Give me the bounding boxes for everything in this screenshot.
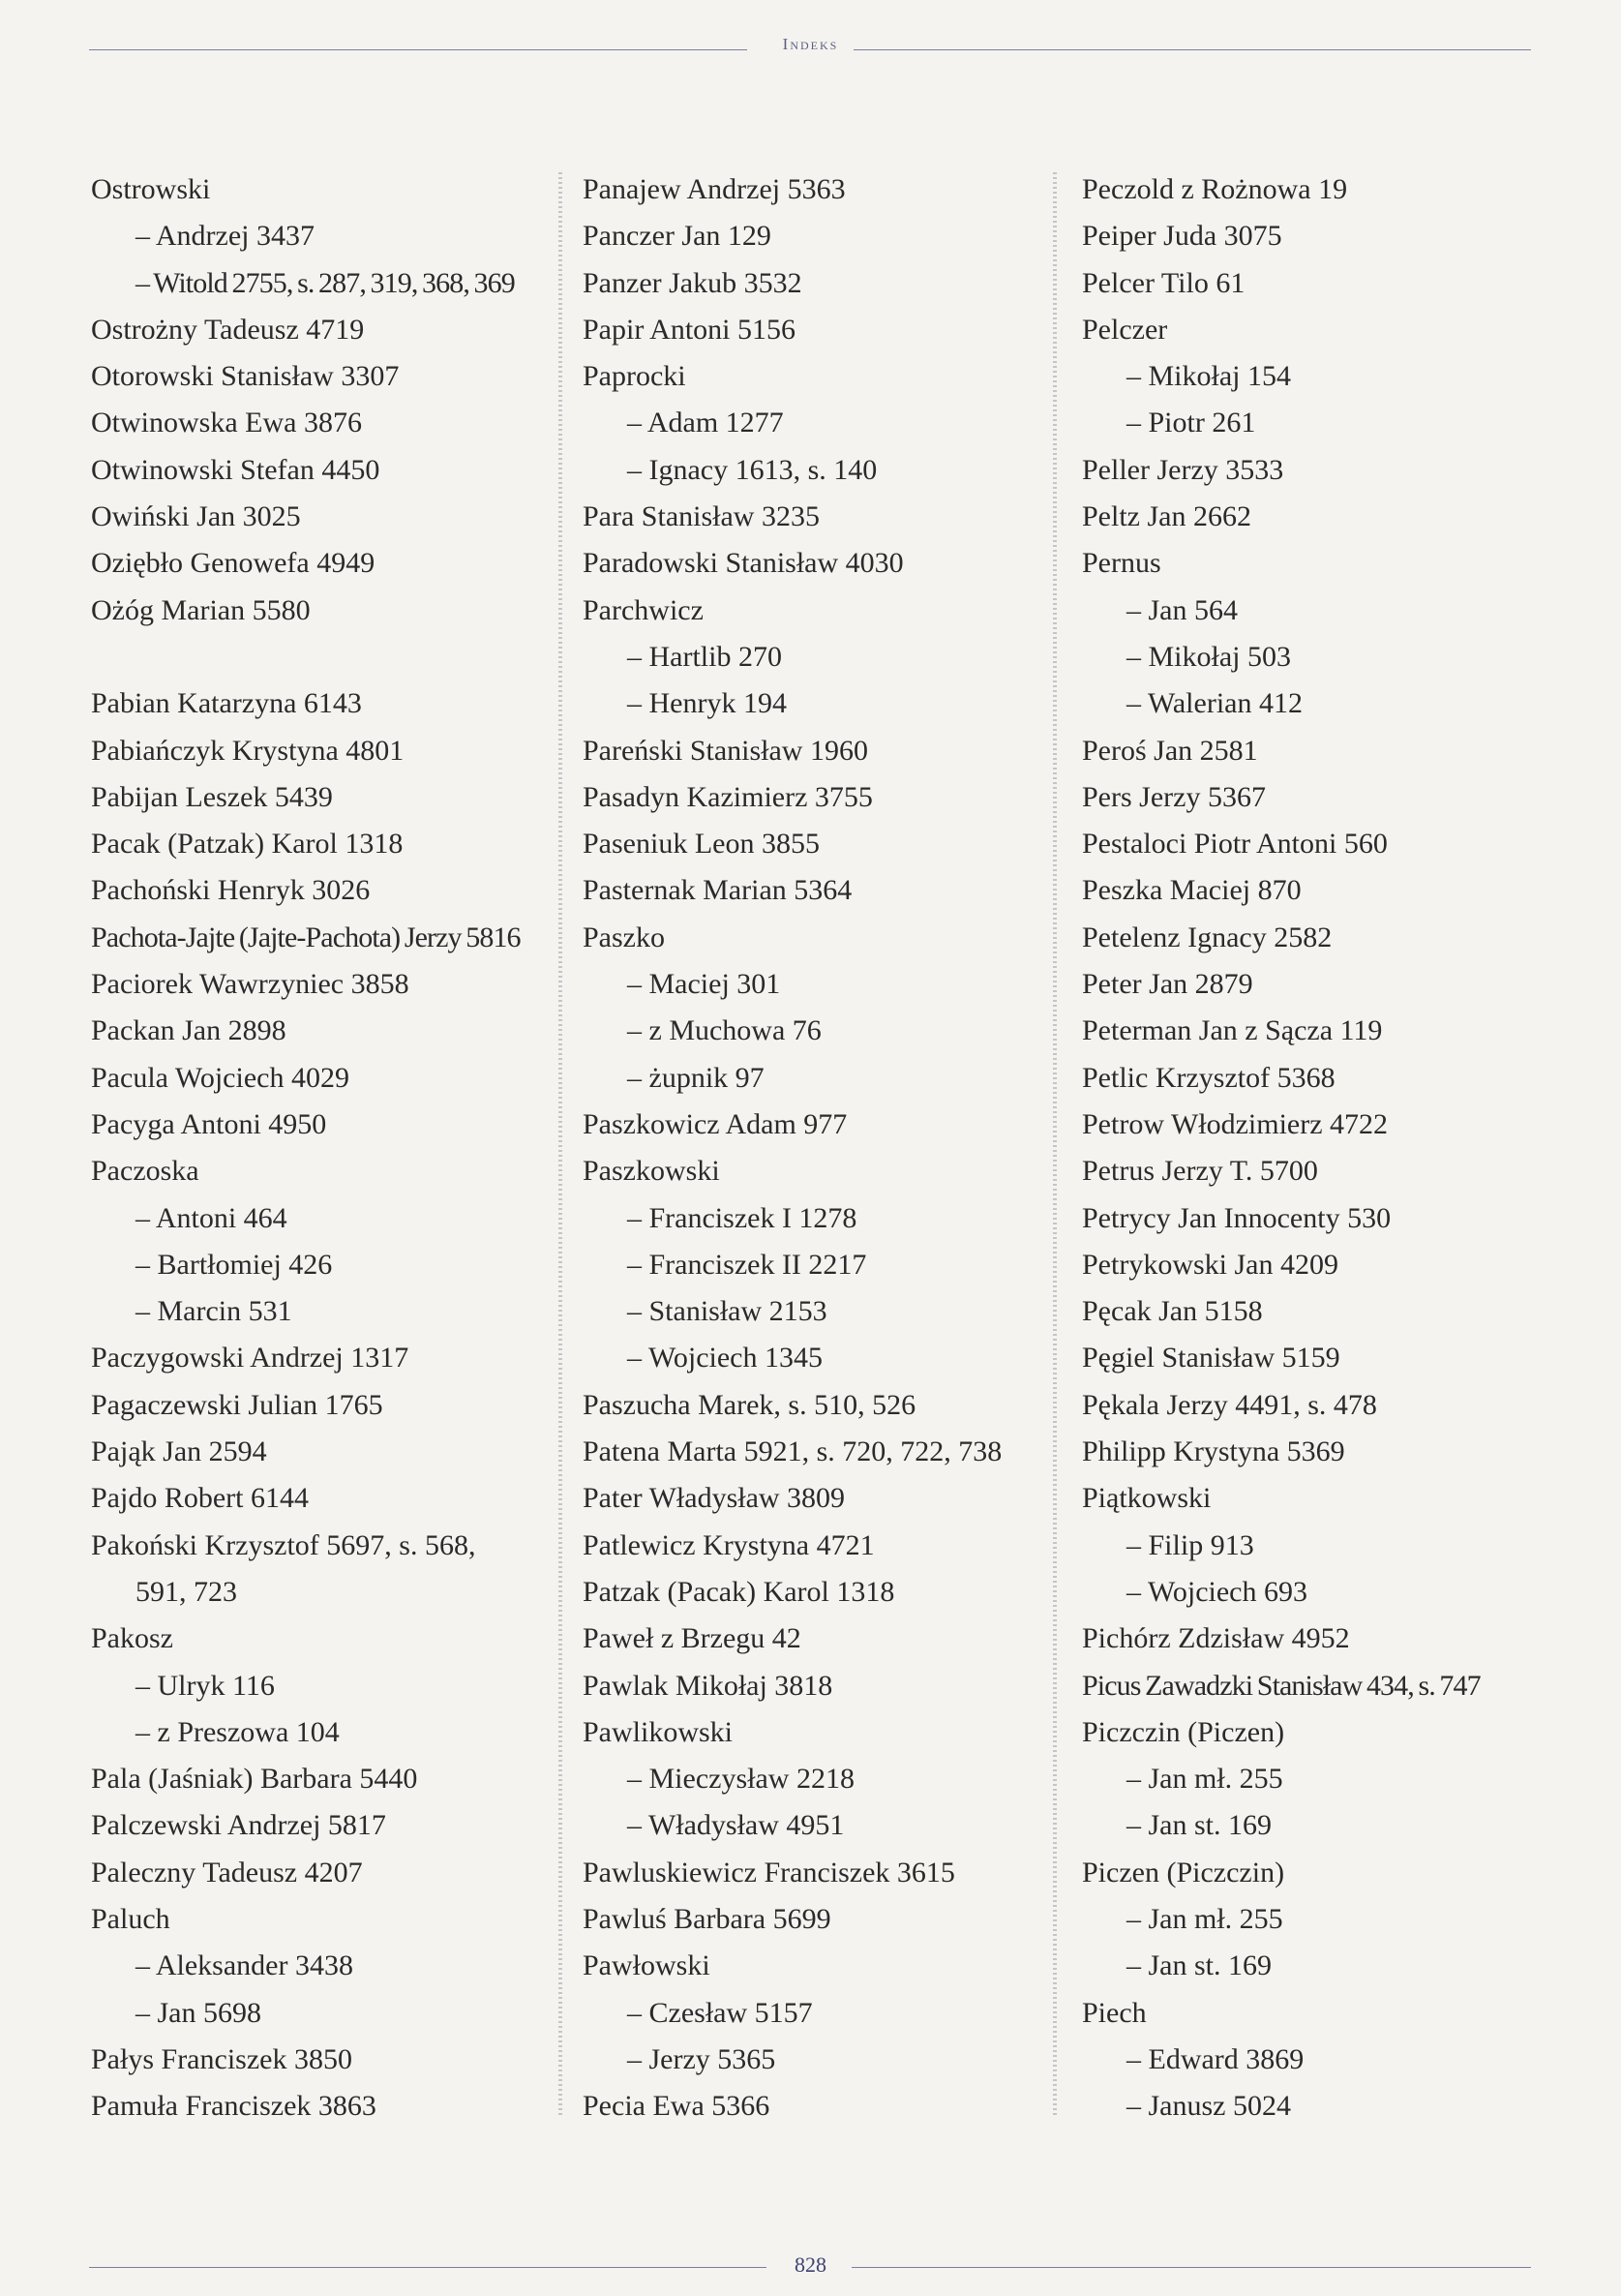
index-entry: Peczold z Rożnowa 19 (1082, 173, 1348, 205)
index-entry: Pękala Jerzy 4491, s. 478 (1082, 1388, 1377, 1421)
index-entry: Petlic Krzysztof 5368 (1082, 1061, 1336, 1094)
index-entry: Owiński Jan 3025 (91, 500, 301, 533)
index-entry: Pacyga Antoni 4950 (91, 1107, 327, 1140)
index-subentry: – Bartłomiej 426 (135, 1248, 333, 1281)
index-entry: Pawlak Mikołaj 3818 (583, 1669, 833, 1702)
index-subentry: – Jan st. 169 (1126, 1949, 1272, 1982)
index-entry: Peller Jerzy 3533 (1082, 453, 1284, 486)
index-subentry: – Jan 5698 (135, 1996, 261, 2029)
index-entry: Pabiańczyk Krystyna 4801 (91, 734, 405, 767)
index-entry: Paszucha Marek, s. 510, 526 (583, 1388, 916, 1421)
index-entry: Patlewicz Krystyna 4721 (583, 1528, 875, 1561)
index-entry: Pawluskiewicz Franciszek 3615 (583, 1856, 955, 1888)
index-entry: Patzak (Pacak) Karol 1318 (583, 1575, 895, 1608)
index-entry: Pers Jerzy 5367 (1082, 780, 1266, 813)
index-entry: Otorowski Stanisław 3307 (91, 360, 400, 393)
index-subentry: – żupnik 97 (627, 1061, 765, 1094)
index-entry: Ostrowski (91, 173, 211, 205)
index-entry: Pawlikowski (583, 1715, 734, 1748)
index-entry: Pachota-Jajte (Jajte-Pachota) Jerzy 5816 (91, 921, 521, 953)
index-column-2 (583, 166, 1002, 2130)
index-subentry: – Mikołaj 154 (1126, 360, 1291, 393)
index-entry: Petrus Jerzy T. 5700 (1082, 1155, 1318, 1188)
index-entry: Paciorek Wawrzyniec 3858 (91, 968, 409, 1001)
index-entry: Pawłowski (583, 1949, 710, 1982)
index-entry: Pichórz Zdzisław 4952 (1082, 1622, 1350, 1655)
index-subentry: – Mieczysław 2218 (627, 1763, 855, 1796)
index-entry: Ożóg Marian 5580 (91, 593, 311, 626)
index-entry: Packan Jan 2898 (91, 1014, 286, 1047)
index-entry: Pelczer (1082, 313, 1168, 346)
index-entry: Philipp Krystyna 5369 (1082, 1435, 1345, 1468)
index-subentry: – Wojciech 693 (1126, 1575, 1307, 1608)
index-entry: Petelenz Ignacy 2582 (1082, 921, 1333, 953)
index-entry: Peszka Maciej 870 (1082, 874, 1302, 907)
index-entry: Pacula Wojciech 4029 (91, 1061, 349, 1094)
index-entry: Piątkowski (1082, 1482, 1212, 1515)
index-entry: Paszko (583, 921, 665, 953)
index-subentry: – Andrzej 3437 (135, 220, 315, 253)
index-entry: Para Stanisław 3235 (583, 500, 820, 533)
index-subentry: – Czesław 5157 (627, 1996, 813, 2029)
index-entry: Pakosz (91, 1622, 173, 1655)
index-subentry: – Władysław 4951 (627, 1809, 845, 1842)
index-entry: Panajew Andrzej 5363 (583, 173, 846, 205)
index-entry: Paleczny Tadeusz 4207 (91, 1856, 363, 1888)
index-entry: Peltz Jan 2662 (1082, 500, 1251, 533)
index-entry: Pabijan Leszek 5439 (91, 780, 333, 813)
index-entry: Otwinowska Ewa 3876 (91, 407, 362, 439)
index-subentry: – Janusz 5024 (1126, 2090, 1291, 2123)
index-subentry: – Jan st. 169 (1126, 1809, 1272, 1842)
index-entry: Paczoska (91, 1155, 199, 1188)
index-subentry: – Jan 564 (1126, 593, 1238, 626)
index-entry: Pajdo Robert 6144 (91, 1482, 309, 1515)
index-entry: Paszkowski (583, 1155, 720, 1188)
index-entry: Piczen (Piczczin) (1082, 1856, 1285, 1888)
index-entry: Pęcak Jan 5158 (1082, 1295, 1263, 1328)
index-entry: Pareński Stanisław 1960 (583, 734, 868, 767)
index-entry: Patena Marta 5921, s. 720, 722, 738 (583, 1435, 1003, 1468)
index-entry: Paluch (91, 1902, 170, 1935)
index-subentry: – Aleksander 3438 (135, 1949, 353, 1982)
index-entry: Palczewski Andrzej 5817 (91, 1809, 386, 1842)
index-entry: Pałys Franciszek 3850 (91, 2042, 352, 2075)
index-subentry: – Filip 913 (1126, 1528, 1254, 1561)
index-entry: Pacak (Patzak) Karol 1318 (91, 828, 404, 861)
column-divider (1053, 172, 1057, 2118)
index-subentry: – Hartlib 270 (627, 640, 782, 673)
index-entry: Pamuła Franciszek 3863 (91, 2090, 376, 2123)
index-subentry: – z Muchowa 76 (627, 1014, 822, 1047)
index-subentry: – Ignacy 1613, s. 140 (627, 453, 878, 486)
index-subentry: – Piotr 261 (1126, 407, 1256, 439)
index-entry: Papir Antoni 5156 (583, 313, 796, 346)
index-entry: Picus Zawadzki Stanisław 434, s. 747 (1082, 1669, 1481, 1702)
index-subentry: – Antoni 464 (135, 1201, 287, 1234)
index-entry: Peterman Jan z Sącza 119 (1082, 1014, 1383, 1047)
index-entry: Pala (Jaśniak) Barbara 5440 (91, 1763, 418, 1796)
index-subentry: – Marcin 531 (135, 1295, 292, 1328)
index-subentry: – Franciszek II 2217 (627, 1248, 867, 1281)
index-entry: Pająk Jan 2594 (91, 1435, 267, 1468)
index-entry: Pawluś Barbara 5699 (583, 1902, 831, 1935)
index-entry: Pagaczewski Julian 1765 (91, 1388, 383, 1421)
index-entry: Otwinowski Stefan 4450 (91, 453, 380, 486)
index-entry: Pelcer Tilo 61 (1082, 266, 1246, 299)
index-subentry: – Jan mł. 255 (1126, 1902, 1283, 1935)
index-subentry: – Stanisław 2153 (627, 1295, 827, 1328)
index-entry: Pestaloci Piotr Antoni 560 (1082, 828, 1388, 861)
index-entry: Panzer Jakub 3532 (583, 266, 802, 299)
index-entry: Pabian Katarzyna 6143 (91, 687, 362, 720)
column-divider (558, 172, 562, 2118)
index-entry: Panczer Jan 129 (583, 220, 771, 253)
index-entry: Pachoński Henryk 3026 (91, 874, 371, 907)
index-entry: Pecia Ewa 5366 (583, 2090, 770, 2123)
index-entry: Petrycy Jan Innocenty 530 (1082, 1201, 1392, 1234)
index-entry: Pasadyn Kazimierz 3755 (583, 780, 873, 813)
index-subentry: – z Preszowa 104 (135, 1715, 340, 1748)
footer-rule-right (852, 2267, 1531, 2268)
index-column-1 (91, 166, 521, 2130)
index-entry: Piczczin (Piczen) (1082, 1715, 1285, 1748)
index-entry: Peter Jan 2879 (1082, 968, 1253, 1001)
index-entry: Pakoński Krzysztof 5697, s. 568, (91, 1528, 476, 1561)
index-subentry: – Ulryk 116 (135, 1669, 275, 1702)
index-entry: Pasternak Marian 5364 (583, 874, 853, 907)
index-column-3 (1082, 166, 1481, 2130)
index-entry: Paweł z Brzegu 42 (583, 1622, 801, 1655)
index-entry: Peroś Jan 2581 (1082, 734, 1258, 767)
index-entry: Piech (1082, 1996, 1147, 2029)
index-entry: Petrow Włodzimierz 4722 (1082, 1107, 1389, 1140)
index-entry: Paprocki (583, 360, 686, 393)
index-entry-continuation: 591, 723 (135, 1575, 237, 1608)
index-subentry: – Wojciech 1345 (627, 1342, 823, 1375)
index-entry: Pęgiel Stanisław 5159 (1082, 1342, 1340, 1375)
page-number: 828 (795, 2252, 826, 2277)
index-subentry: – Edward 3869 (1126, 2042, 1305, 2075)
index-entry: Paradowski Stanisław 4030 (583, 547, 904, 580)
index-entry: Paczygowski Andrzej 1317 (91, 1342, 409, 1375)
index-entry: Pater Władysław 3809 (583, 1482, 846, 1515)
index-subentry: – Maciej 301 (627, 968, 781, 1001)
index-entry: Paszkowicz Adam 977 (583, 1107, 848, 1140)
index-subentry: – Jerzy 5365 (627, 2042, 776, 2075)
index-entry: Oziębło Genowefa 4949 (91, 547, 375, 580)
section-spacer (91, 634, 521, 680)
index-entry: Pernus (1082, 547, 1161, 580)
header-rule-right (854, 49, 1531, 50)
index-subentry: – Mikołaj 503 (1126, 640, 1291, 673)
index-entry: Peiper Juda 3075 (1082, 220, 1282, 253)
index-entry: Ostrożny Tadeusz 4719 (91, 313, 365, 346)
index-subentry: – Adam 1277 (627, 407, 784, 439)
index-subentry: – Walerian 412 (1126, 687, 1303, 720)
index-entry: Paseniuk Leon 3855 (583, 828, 820, 861)
index-entry: Petrykowski Jan 4209 (1082, 1248, 1338, 1281)
index-subentry: – Franciszek I 1278 (627, 1201, 857, 1234)
index-subentry: – Witold 2755, s. 287, 319, 368, 369 (135, 266, 515, 299)
index-subentry: – Jan mł. 255 (1126, 1763, 1283, 1796)
index-entry: Parchwicz (583, 593, 704, 626)
running-header-title: Indeks (782, 35, 839, 53)
index-subentry: – Henryk 194 (627, 687, 787, 720)
